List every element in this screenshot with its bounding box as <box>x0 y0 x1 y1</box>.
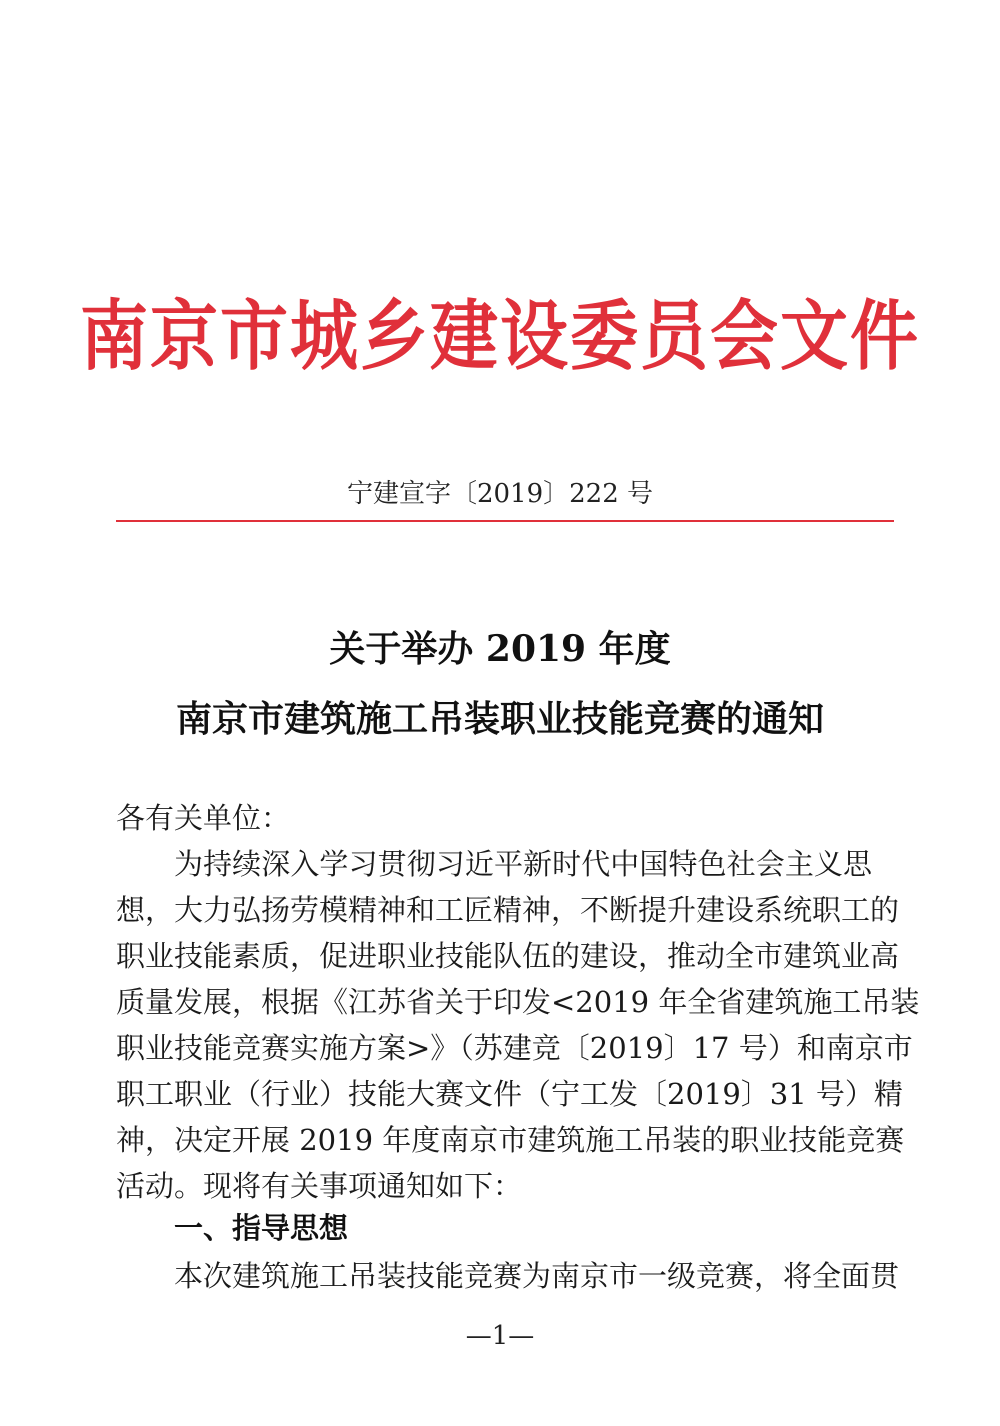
paragraph-line: 神，决定开展 2019 年度南京市建筑施工吊装的职业技能竞赛 <box>116 1123 905 1157</box>
paragraph-line: 本次建筑施工吊装技能竞赛为南京市一级竞赛，将全面贯 <box>174 1259 900 1293</box>
page-number: —1— <box>465 1321 535 1351</box>
paragraph-line: 职工职业（行业）技能大赛文件（宁工发〔2019〕31 号）精 <box>116 1077 903 1111</box>
paragraph-line: 质量发展，根据《江苏省关于印发<2019 年全省建筑施工吊装 <box>116 985 920 1019</box>
paragraph-line: 为持续深入学习贯彻习近平新时代中国特色社会主义思 <box>174 847 872 881</box>
masthead-title: 南京市城乡建设委员会文件 <box>79 293 920 382</box>
paragraph-line: 想，大力弘扬劳模精神和工匠精神，不断提升建设系统职工的 <box>116 893 900 927</box>
notice-title-line-2: 南京市建筑施工吊装职业技能竞赛的通知 <box>175 698 824 740</box>
red-divider-line <box>116 520 894 522</box>
paragraph-line: 活动。现将有关事项通知如下： <box>116 1169 523 1203</box>
document-number: 宁建宣字〔2019〕222 号 <box>346 479 654 509</box>
paragraph-line: 职业技能素质，促进职业技能队伍的建设，推动全市建筑业高 <box>116 939 900 973</box>
paragraph-line: 职业技能竞赛实施方案>》（苏建竞〔2019〕17 号）和南京市 <box>116 1031 913 1065</box>
section-heading: 一、指导思想 <box>174 1211 349 1245</box>
notice-title-line-1: 关于举办 2019 年度 <box>329 628 671 670</box>
salutation: 各有关单位： <box>116 801 291 835</box>
